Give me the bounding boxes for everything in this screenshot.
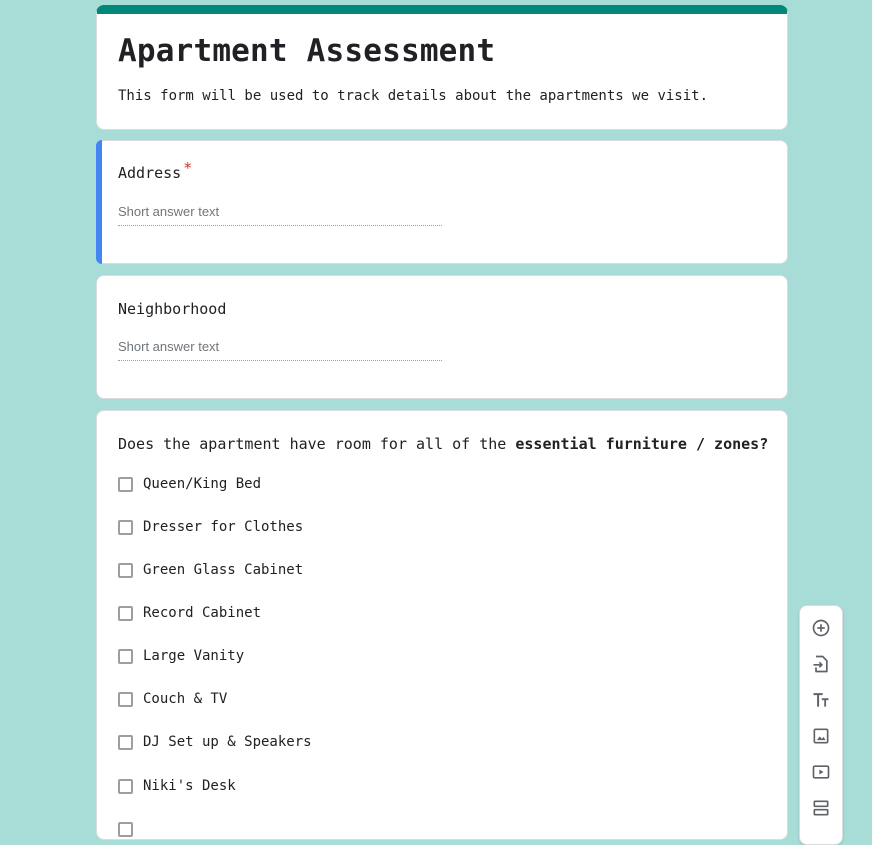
question-text: Does the apartment have room for all of the: [118, 435, 516, 453]
add-video-icon[interactable]: [810, 761, 832, 783]
checkbox[interactable]: [118, 649, 133, 664]
checkbox-label: Record Cabinet: [143, 605, 262, 621]
import-questions-icon[interactable]: [810, 653, 832, 675]
question-text-bold: essential furniture / zones?: [515, 435, 769, 453]
checkbox[interactable]: [118, 692, 133, 707]
checkbox-option[interactable]: [118, 732, 312, 752]
checkbox-option[interactable]: [118, 560, 303, 580]
checkbox-label: Couch & TV: [143, 691, 228, 707]
question-title[interactable]: [118, 300, 226, 318]
question-toolbar: [799, 605, 843, 845]
checkbox-label: DJ Set up & Speakers: [143, 734, 312, 750]
checkbox[interactable]: [118, 779, 133, 794]
checkbox-option[interactable]: [118, 474, 261, 494]
short-answer-placeholder: Short answer text: [118, 204, 220, 219]
question-title[interactable]: [118, 159, 193, 182]
checkbox-label: Queen/King Bed: [143, 476, 262, 492]
checkbox-label: Niki's Desk: [143, 778, 236, 794]
form-title[interactable]: Apartment Assessment: [118, 33, 496, 69]
checkbox[interactable]: [118, 563, 133, 578]
required-marker: *: [183, 159, 193, 177]
checkbox-label: Dresser for Clothes: [143, 519, 304, 535]
question-card-address[interactable]: [96, 140, 788, 264]
form-description[interactable]: This form will be used to track details about the apartments we visit.: [118, 88, 709, 104]
form-title-card[interactable]: [96, 5, 788, 130]
checkbox[interactable]: [118, 606, 133, 621]
checkbox-label: Large Vanity: [143, 648, 245, 664]
checkbox-option[interactable]: [118, 776, 236, 796]
checkbox[interactable]: [118, 477, 133, 492]
question-card-neighborhood[interactable]: [96, 275, 788, 399]
checkbox-option[interactable]: [118, 689, 227, 709]
add-image-icon[interactable]: [810, 725, 832, 747]
active-question-indicator: [96, 140, 102, 264]
add-title-icon[interactable]: [810, 689, 832, 711]
question-label: Address: [118, 164, 182, 182]
question-label: Neighborhood: [118, 300, 227, 318]
short-answer-placeholder: Short answer text: [118, 339, 220, 354]
question-card-furniture[interactable]: [96, 410, 788, 840]
checkbox-option[interactable]: [118, 819, 133, 839]
checkbox-label: Green Glass Cabinet: [143, 562, 304, 578]
checkbox-option[interactable]: [118, 517, 303, 537]
checkbox[interactable]: [118, 520, 133, 535]
checkbox-option[interactable]: [118, 646, 244, 666]
short-answer-field[interactable]: [118, 204, 442, 226]
add-section-icon[interactable]: [810, 797, 832, 819]
short-answer-field[interactable]: [118, 339, 442, 361]
question-title[interactable]: [118, 435, 768, 453]
checkbox[interactable]: [118, 735, 133, 750]
checkbox-option[interactable]: [118, 603, 261, 623]
add-question-icon[interactable]: [810, 617, 832, 639]
checkbox[interactable]: [118, 822, 133, 837]
